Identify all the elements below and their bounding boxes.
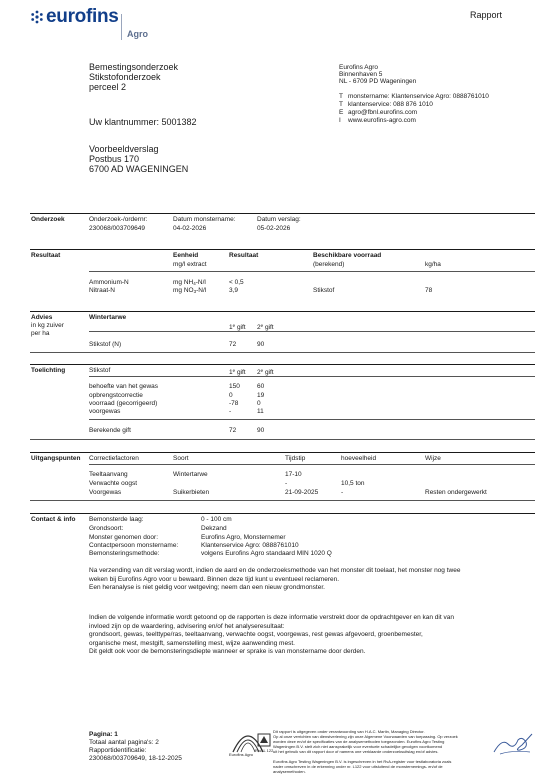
contact-key: I [339, 117, 341, 124]
section-advies: Advies [31, 314, 53, 321]
toelichting-row-g1: - [229, 408, 232, 415]
legal-line: Wageningen B.V. stelt zich niet aansprakelijk voor eventuele schadelijke gevolgen voortkomend [273, 744, 443, 749]
info-value: volgens Eurofins Agro standaard MIN 1020 Q [201, 550, 332, 557]
rva-logo [255, 733, 275, 763]
toelichting-row-label: voorgewas [89, 408, 121, 415]
divider-contact [30, 513, 535, 514]
info-label: Bemonsterde laag: [89, 516, 144, 523]
uitg-factor: Teeltaanvang [89, 471, 128, 478]
divider-resultaat-header [89, 271, 535, 272]
beschikbaar-header: Beschikbare voorraad [313, 252, 382, 259]
paragraph-line: Dit geldt ook voor de bemonsteringsdiepte wanneer er sprake is van monstername door derden. [89, 648, 366, 655]
lab-city: NL - 6709 PD Wageningen [339, 78, 417, 85]
uitg-soort: Wintertarwe [173, 471, 208, 478]
toelichting-label: Stikstof [89, 367, 111, 374]
param-value: < 0,5 [229, 279, 244, 286]
param-name: Ammonium-N [89, 279, 129, 286]
divider-toelichting-sum [89, 419, 535, 420]
eenheid-header: Eenheid [173, 252, 199, 259]
legal-text-2 [273, 759, 451, 774]
paragraph-line: Na verzending van dit verslag wordt, indien de aard en de onderzoeksmethode van het monster dit toelaat, het monster nog twee [89, 567, 461, 574]
legal-line: analysemethoden. [273, 769, 306, 774]
divider-onderzoek [30, 213, 535, 214]
info-label: Contactpersoon monstername: [89, 542, 179, 549]
divider-resultaat [30, 249, 535, 250]
uitg-soort: Suikerbieten [173, 489, 210, 496]
legal-text-1 [273, 729, 458, 754]
info-value: Dekzand [201, 525, 227, 532]
resultaat-header: Resultaat [229, 252, 259, 259]
verslag-label: Datum verslag: [257, 216, 301, 223]
toelichting-row-label: behoefte van het gewas [89, 383, 159, 390]
toelichting-row-g1: -78 [229, 400, 239, 407]
advies-gift1: 72 [229, 341, 237, 348]
param-name: Nitraat-N [89, 287, 116, 294]
toelichting-row-g1: 0 [229, 392, 233, 399]
lab-contact-row [339, 117, 416, 125]
info-value: Klantenservice Agro: 0888761010 [201, 542, 299, 549]
uitg-factor: Verwachte oogst [89, 480, 138, 487]
info-label: Monster genomen door: [89, 534, 159, 541]
toelichting-gift1-header: 1e gift [229, 368, 246, 376]
legal-line: worden deze en/of de specificaties van de analysemethoden toegezonden. Eurofins Agro Testing [273, 739, 445, 744]
lab-contact-row [339, 101, 433, 109]
uitg-header-soort: Soort [173, 455, 189, 462]
paragraph-line: invloed zijn op de waardering, advisering en/of het analyseresultaat: [89, 622, 285, 630]
kgha-subheader: kg/ha [425, 261, 441, 268]
paragraph-line: grondsoort, gewas, teelttype/ras, teeltaanvang, verwachte oogst, voorgewas, rest gewas afgevoerd, groenbemester, [89, 631, 423, 638]
berekend-subheader: (berekend) [313, 261, 345, 268]
info-value: 0 - 100 cm [201, 516, 232, 523]
legal-line: nader omschreven in de erkenning onder nr. L122 voor uitsluitend de monsternemings- en/of de [273, 764, 443, 769]
contact-key: T [339, 101, 343, 108]
section-toelichting: Toelichting [31, 367, 66, 374]
section-resultaat: Resultaat [31, 252, 61, 259]
lab-contact-row [339, 93, 489, 101]
info-value: Eurofins Agro, Monsternemer [201, 534, 286, 541]
info-paragraph-1 [89, 567, 460, 593]
toelichting-row-g2: 19 [257, 392, 265, 399]
lab-contact-row [339, 109, 418, 117]
toelichting-row-label: opbrengstcorrectie [89, 392, 143, 399]
uitg-wijze: Resten ondergewerkt [425, 489, 487, 496]
ordernr-label: Onderzoek-/ordernr: [89, 216, 148, 223]
lab-street: Binnenhaven 5 [339, 71, 383, 78]
uitg-hoeveelheid: 10,5 ton [341, 480, 365, 487]
param-unit: mg $NH_4-N/l$ [173, 279, 206, 286]
berekende-g2: 90 [257, 427, 265, 434]
advies-gift1-header: 1e gift [229, 323, 246, 331]
legal-line: Eurofins Agro Testing Wageningen B.V. is ingeschreven in het RvA-register voor testlaboratoria zoals [273, 759, 452, 764]
param-value: 3,9 [229, 287, 239, 294]
section-uitgangspunten: Uitgangspunten [31, 455, 81, 462]
legal-line: Op al onze verrichten van dienstverlening zijn onze Algemene Voorwaarden van toepassing. Op verzoek [273, 734, 458, 739]
uitg-header-hoeveelheid: hoeveelheid [341, 455, 377, 462]
rva-mark-icon [257, 733, 271, 747]
eenheid-subheader: mg/l extract [173, 261, 207, 268]
uitg-tijdstip: 17-10 [285, 471, 302, 478]
info-paragraph-2 [89, 614, 454, 657]
total-pages: Totaal aantal pagina's: 2 [89, 739, 159, 746]
ordernr-value: 230068/003709649 [89, 225, 146, 232]
lab-contacts [339, 93, 489, 125]
toelichting-row-g2: 11 [257, 408, 264, 415]
section-contact: Contact & info [31, 516, 76, 523]
divider-toelichting-bottom [30, 439, 535, 440]
divider-uitgangspunten [30, 452, 535, 453]
contact-website-link[interactable]: www.eurofins-agro.com [348, 117, 416, 124]
address-line1: Voorbeeldverslag [89, 144, 159, 154]
info-label: Bemonsteringsmethode: [89, 550, 160, 557]
uitg-hoeveelheid: - [341, 489, 344, 496]
title-line2: Stikstofonderzoek [89, 72, 161, 82]
uitg-factor: Voorgewas [89, 489, 122, 496]
eurofins-dots-icon [30, 10, 44, 24]
contact-email-link[interactable]: agro@fbnl.eurofins.com [348, 109, 418, 116]
title-line1: Bemestingsonderzoek [89, 62, 179, 72]
toelichting-row-g1: 150 [229, 383, 240, 390]
toelichting-row-g2: 0 [257, 400, 261, 407]
divider-uitg-bottom [30, 500, 535, 501]
stikstof-value: 78 [425, 287, 433, 294]
advies-sub1: in kg zuiver [31, 322, 64, 329]
advies-row-label: Stikstof (N) [89, 341, 122, 348]
advies-gift2-header: 2e gift [257, 323, 274, 331]
doc-type: Rapport [470, 10, 503, 20]
berekende-label: Berekende gift [89, 427, 131, 434]
toelichting-gift2-header: 2e gift [257, 368, 274, 376]
section-onderzoek: Onderzoek [31, 216, 65, 223]
berekende-g1: 72 [229, 427, 237, 434]
param-unit: mg $NO_3-N/l$ [173, 287, 207, 294]
rva-text: RvA L 122 [255, 748, 274, 753]
lab-name: Eurofins Agro [339, 64, 379, 71]
info-label: Grondsoort: [89, 525, 124, 532]
advies-gift2: 90 [257, 341, 265, 348]
legal-line: Dit rapport is uitgegeven onder verantwoording van H.A.C. Martin, Managing Director. [273, 729, 425, 734]
paragraph-line: Een heranalyse is niet geldig voor wetgeving; neem dan een nieuw grondmonster. [89, 584, 325, 591]
paragraph-line: organische mest, mestgift, samenstelling mest, wijze aanwending mest. [89, 639, 295, 647]
contact-key: T [339, 93, 343, 100]
contact-value: monstername: Klantenservice Agro: 0888761010 [348, 93, 489, 100]
divider-toelichting [30, 364, 535, 365]
signature-icon [492, 728, 536, 758]
legal-line: uit het gebruik van dit rapport door of namens one verklaarde onderzoeksuitslag en/of advies. [273, 749, 439, 754]
uitg-tijdstip: - [285, 480, 288, 487]
divider-toelichting-header [89, 376, 535, 377]
contact-key: E [339, 109, 344, 116]
agro-sub-brand: Agro [127, 29, 148, 39]
toelichting-row-label: voorraad (gecorrigeerd) [89, 400, 158, 407]
paragraph-line: weken bij Eurofins Agro voor u bewaard. Binnen deze tijd kunt u eventueel reclameren. [89, 575, 340, 583]
monstername-label: Datum monstername: [173, 216, 236, 223]
divider-uitg-header [89, 464, 535, 465]
divider-advies-header [89, 331, 535, 332]
advies-crop: Wintertarwe [89, 314, 127, 321]
uitg-header-wijze: Wijze [425, 455, 441, 462]
stikstof-label: Stikstof [313, 287, 335, 294]
address-line3: 6700 AD WAGENINGEN [89, 164, 189, 174]
monstername-value: 04-02-2026 [173, 225, 207, 232]
report-id: 230068/003709649, 18-12-2025 [89, 755, 182, 762]
toelichting-row-g2: 60 [257, 383, 265, 390]
page-number: Pagina: 1 [89, 731, 118, 738]
paragraph-line: Indien de volgende informatie wordt getoond op de rapporten is deze informatie verstrekt door de opdrachtgever en kan dit van [89, 614, 454, 621]
uitg-header-tijdstip: Tijdstip [285, 455, 306, 462]
report-id-label: Rapportidentificatie: [89, 747, 147, 754]
logo-divider [121, 14, 122, 40]
contact-value: klantenservice: 088 876 1010 [348, 101, 433, 108]
client-number: Uw klantnummer: 5001382 [89, 117, 197, 127]
advies-sub2: per ha [31, 330, 50, 337]
verslag-value: 05-02-2026 [257, 225, 291, 232]
address-line2: Postbus 170 [89, 154, 140, 164]
title-line3: perceel 2 [89, 82, 127, 92]
uitg-header-factor: Correctiefactoren [89, 455, 139, 462]
uitg-tijdstip: 21-09-2025 [285, 489, 319, 496]
divider-advies-bottom [30, 352, 535, 353]
divider-advies [30, 311, 535, 312]
accreditation-logo-text: Eurofins Agro [229, 752, 254, 757]
eurofins-brand: eurofins [46, 6, 119, 27]
